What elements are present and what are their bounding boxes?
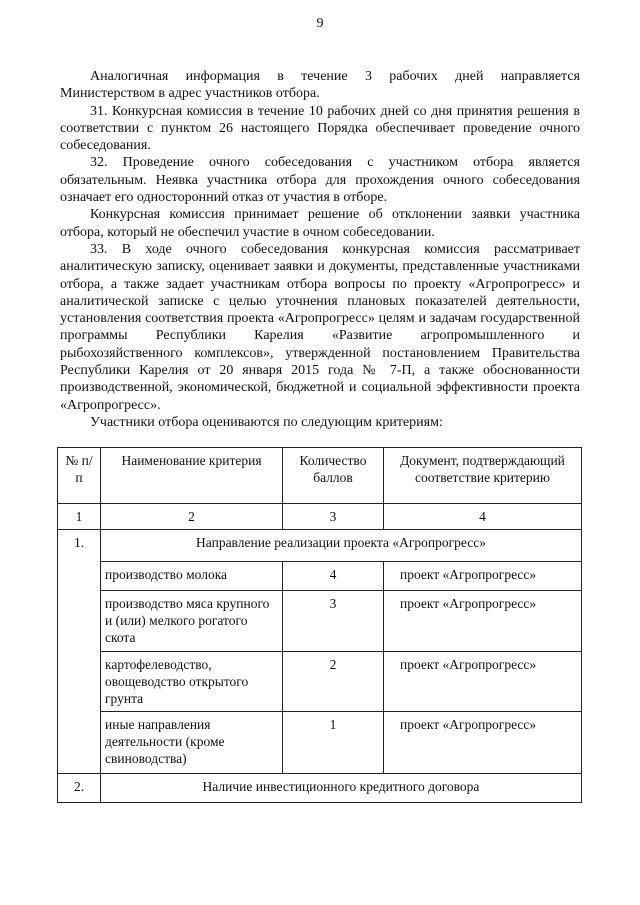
criterion-name: картофелеводство, овощеводство открытого грунта [101, 652, 283, 712]
section-title: Наличие инвестиционного кредитного договора [101, 774, 582, 803]
criterion-doc: проект «Агропрогресс» [384, 591, 582, 652]
index-cell: 2 [101, 504, 283, 530]
index-row [58, 504, 582, 530]
criterion-points: 2 [283, 652, 384, 712]
criteria-table [57, 447, 582, 803]
paragraph: 33. В ходе очного собеседования конкурсная комиссия рассматривает аналитическую записку, оценивает заявки и документы, представленные участниками отбора, а также задает участникам отбора вопросы по проекту «Агропрогресс» и аналитической записке с целью уточнения плановых показателей деятельности, установления соответствия проекта «Агропрогресс» целям и задачам государственной программы Республики Карелия «Развитие агропромышленного и рыбохозяйственного комплексов», утвержденной постановлением Правительства Республики Карелия от 20 января 2015 года № 7-П, а также обоснованности производственной, экономической, бюджетной и социальной эффективности проекта «Агропрогресс». [60, 241, 580, 413]
index-cell: 4 [384, 504, 582, 530]
section-row [58, 530, 582, 562]
section-row [58, 774, 582, 803]
index-cell: 1 [58, 504, 101, 530]
header-name: Наименование критерия [101, 448, 283, 504]
page-number: 9 [316, 16, 324, 31]
paragraph: 31. Конкурсная комиссия в течение 10 рабочих дней со дня принятия решения в соответствии с пунктом 26 настоящего Порядка обеспечивает проведение очного собеседования. [60, 103, 580, 154]
criterion-doc: проект «Агропрогресс» [384, 562, 582, 591]
paragraph: Участники отбора оцениваются по следующим критериям: [90, 414, 443, 430]
table-row [58, 652, 582, 712]
criterion-name: производство молока [101, 562, 283, 591]
header-doc: Документ, подтверждающий соответствие критерию [384, 448, 582, 504]
index-cell: 3 [283, 504, 384, 530]
header-points: Количество баллов [283, 448, 384, 504]
table-header-row [58, 448, 582, 504]
section-num: 1. [58, 530, 101, 774]
table-row [58, 591, 582, 652]
paragraph: Аналогичная информация в течение 3 рабочих дней направляется Министерством в адрес участников отбора. [60, 69, 580, 102]
section-num: 2. [58, 774, 101, 803]
criterion-name: иные направления деятельности (кроме свиноводства) [101, 712, 283, 774]
table-row [58, 712, 582, 774]
criterion-name: производство мяса крупного и (или) мелкого рогатого скота [101, 591, 283, 652]
header-num: № п/п [58, 448, 101, 504]
body-text [60, 68, 580, 431]
criterion-doc: проект «Агропрогресс» [384, 712, 582, 774]
paragraph: 32. Проведение очного собеседования с участником отбора является обязательным. Неявка участника отбора для прохождения очного собеседования означает его односторонний отказ от участия в отборе. [60, 155, 580, 206]
criterion-points: 4 [283, 562, 384, 591]
criterion-points: 3 [283, 591, 384, 652]
section-title: Направление реализации проекта «Агропрогресс» [101, 530, 582, 562]
criterion-doc: проект «Агропрогресс» [384, 652, 582, 712]
table-row [58, 562, 582, 591]
criterion-points: 1 [283, 712, 384, 774]
paragraph: Конкурсная комиссия принимает решение об отклонении заявки участника отбора, который не обеспечил участие в очном собеседовании. [60, 207, 580, 240]
